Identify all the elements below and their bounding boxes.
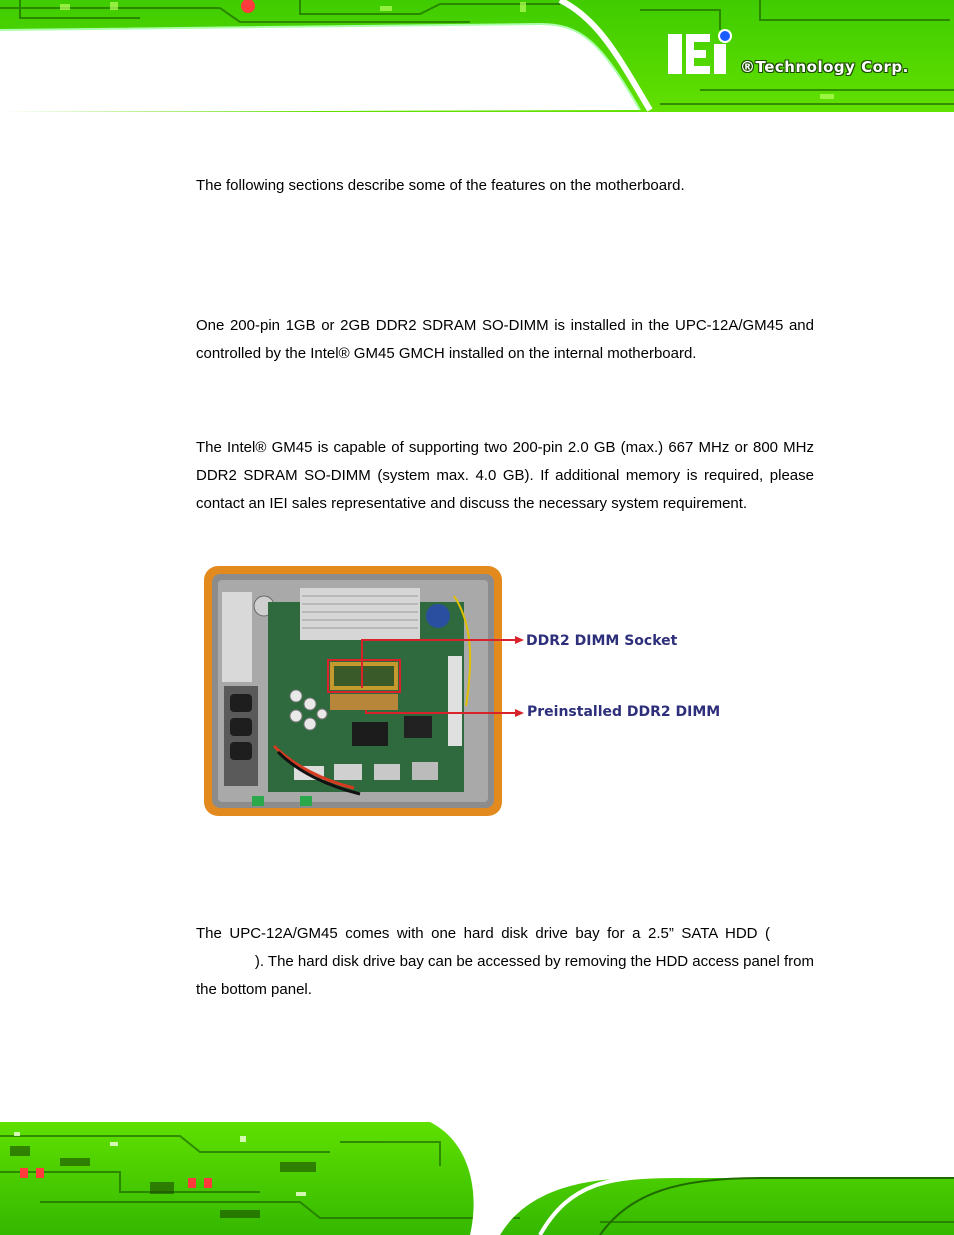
brand-text: ®Technology Corp. xyxy=(740,58,909,76)
memory-paragraph-2: The Intel® GM45 is capable of supporting two 200-pin 2.0 GB (max.) 667 MHz or 800 MHz DDR2 SDRAM SO-DIMM (system max. 4.0 GB). If additional memory is required, please contact an IEI sales representative and discuss the necessary system requirement. xyxy=(196,439,814,512)
callout-label-socket: DDR2 DIMM Socket xyxy=(526,633,678,649)
hdd-line-3: the bottom panel. xyxy=(196,981,312,998)
callout-arrow-dimm-icon xyxy=(515,709,524,717)
callout-line-dimm xyxy=(366,710,518,713)
callout-line-socket xyxy=(362,640,518,688)
callout-arrow-socket-icon xyxy=(515,636,524,644)
memory-paragraph-1: One 200-pin 1GB or 2GB DDR2 SDRAM SO-DIMM is installed in the UPC-12A/GM45 and controlled by the Intel® GM45 GMCH installed on the internal motherboard. xyxy=(196,317,814,362)
footer-circuit-band xyxy=(0,1122,954,1235)
footer-circuit-graphic xyxy=(0,1122,954,1235)
intro-paragraph: The following sections describe some of the features on the motherboard. xyxy=(196,177,685,194)
hdd-line-2: ). The hard disk drive bay can be accessed by removing the HDD access panel from xyxy=(254,953,814,970)
callout-label-dimm: Preinstalled DDR2 DIMM xyxy=(527,704,721,720)
hdd-line-1: The UPC-12A/GM45 comes with one hard disk drive bay for a 2.5” SATA HDD ( xyxy=(196,925,770,942)
hdd-paragraph xyxy=(196,920,814,1004)
